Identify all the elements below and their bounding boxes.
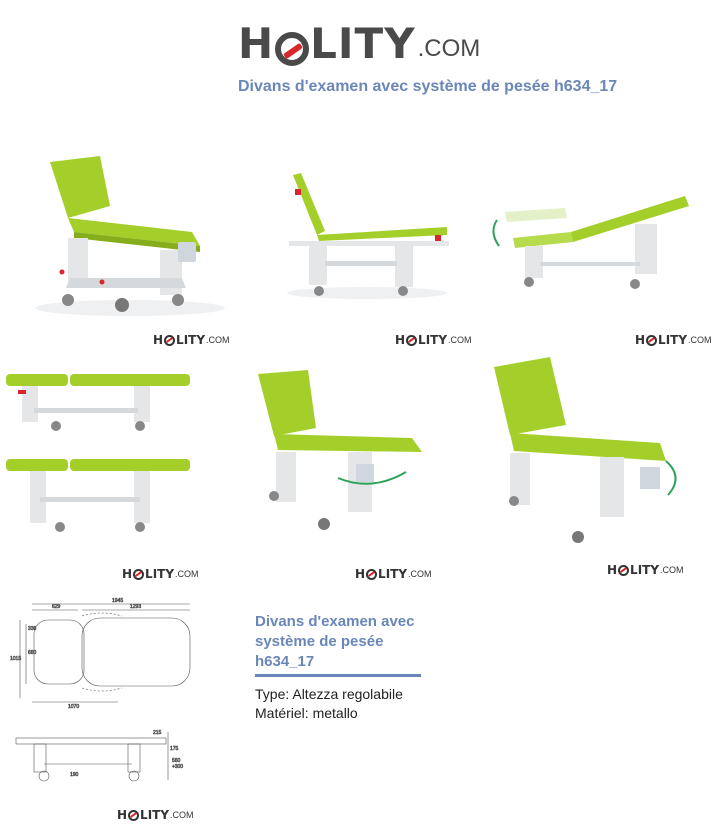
watermark-logo: H LITY .COM	[122, 567, 199, 581]
page-title: Divans d'examen avec système de pesée h634_17	[238, 78, 618, 95]
technical-drawing-top-view	[8, 594, 193, 709]
logo-o-icon	[164, 335, 175, 346]
product-title: Divans d'examen avec système de pesée h634_17	[255, 613, 415, 670]
dim-right: 1293	[130, 604, 142, 610]
dim-left: 629	[52, 604, 61, 610]
dim-width: 1015	[10, 656, 22, 662]
dim-offset: 215	[153, 730, 162, 736]
watermark-logo: H LITY .COM	[635, 333, 712, 347]
watermark-logo: H LITY .COM	[395, 333, 472, 347]
dim-min-height: 560	[172, 758, 181, 764]
dim-wheelbase: 190	[70, 772, 79, 778]
product-photo-scale-display	[252, 368, 442, 538]
product-photo-side-raised	[275, 165, 460, 305]
holity-logo[interactable]	[238, 18, 483, 66]
logo-o-icon	[646, 335, 657, 346]
watermark-logo: H LITY .COM	[117, 808, 194, 822]
spec-material: Matériel: metallo	[255, 705, 358, 721]
logo-o-icon	[275, 32, 309, 66]
logo-o-icon	[366, 569, 377, 580]
product-photo-flat-low	[4, 455, 194, 537]
divider	[255, 674, 421, 677]
dim-height: 175	[170, 746, 179, 752]
logo-domain: .COM	[417, 35, 481, 62]
dim-inner: 680	[28, 650, 37, 656]
product-photo-backrest-up	[10, 150, 240, 330]
watermark-logo: H LITY .COM	[607, 563, 684, 577]
logo-letter-h: H	[238, 19, 275, 68]
dim-overall: 1945	[112, 598, 124, 604]
product-photo-display-swivel	[490, 355, 690, 550]
logo-o-icon	[618, 565, 629, 576]
technical-drawing-side-view	[8, 726, 193, 786]
dim-panel: 336	[28, 626, 37, 632]
dim-bottom: 1070	[68, 704, 80, 709]
watermark-logo: H LITY .COM	[355, 567, 432, 581]
product-photo-tilt	[485, 190, 710, 295]
product-photo-flat-high	[4, 368, 194, 436]
logo-o-icon	[128, 810, 139, 821]
spec-type: Type: Altezza regolabile	[255, 686, 403, 702]
logo-letters: LITY	[310, 19, 416, 68]
watermark-logo: H LITY .COM	[153, 333, 230, 347]
logo-o-icon	[133, 569, 144, 580]
logo-o-icon	[406, 335, 417, 346]
dim-range: ÷300	[172, 764, 184, 770]
